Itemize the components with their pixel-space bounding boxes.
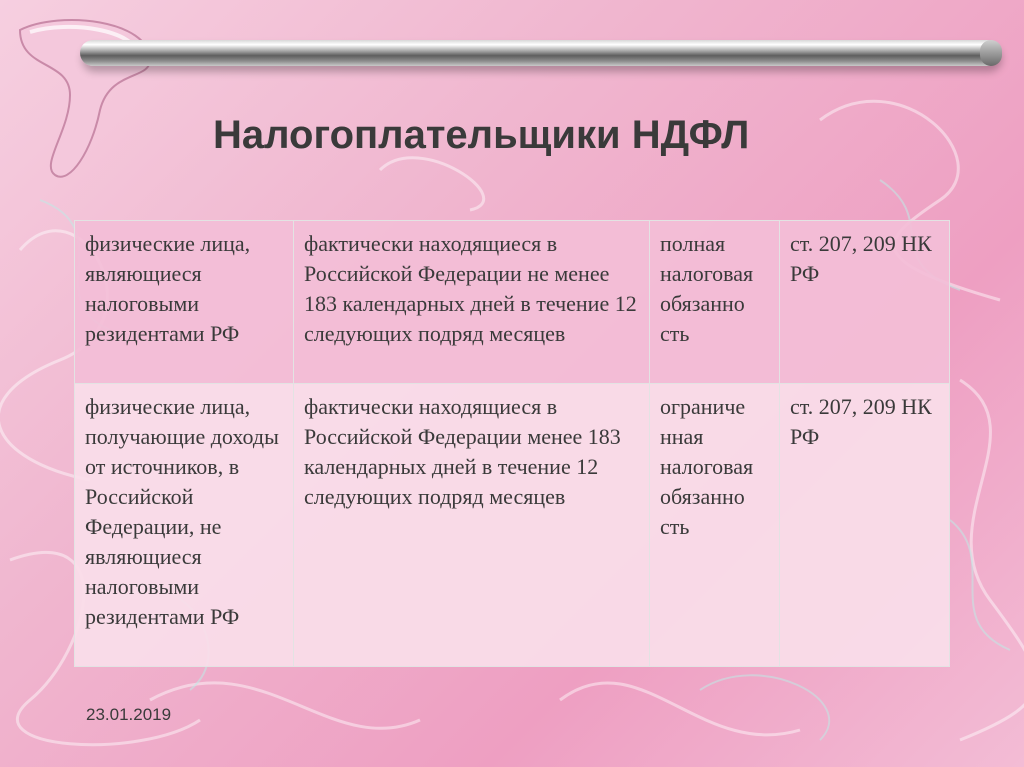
- cell-taxpayer-category: физические лица, являющиеся налоговыми резидентами РФ: [75, 221, 294, 384]
- cell-tax-obligation: ограниче нная налоговая обязанно сть: [650, 384, 780, 667]
- cell-law-reference: ст. 207, 209 НК РФ: [780, 221, 950, 384]
- slide-date: 23.01.2019: [86, 705, 172, 724]
- table-row: [75, 221, 950, 384]
- cell-law-reference: ст. 207, 209 НК РФ: [780, 384, 950, 667]
- cell-tax-obligation: полная налоговая обязанно сть: [650, 221, 780, 384]
- slide-title: Налогоплательщики НДФЛ: [213, 113, 750, 157]
- decorative-metal-rod: [80, 40, 1000, 66]
- cell-taxpayer-category: физические лица, получающие доходы от источников, в Российской Федерации, не являющиеся налоговыми резидентами РФ: [75, 384, 294, 667]
- hook-ornament: [0, 0, 170, 200]
- taxpayers-table: [74, 220, 950, 667]
- rod-end-cap: [980, 40, 1002, 66]
- cell-residency-condition: фактически находящиеся в Российской Федерации не менее 183 календарных дней в течение 12 следующих подряд месяцев: [294, 221, 650, 384]
- cell-residency-condition: фактически находящиеся в Российской Федерации менее 183 календарных дней в течение 12 следующих подряд месяцев: [294, 384, 650, 667]
- table-row: [75, 384, 950, 667]
